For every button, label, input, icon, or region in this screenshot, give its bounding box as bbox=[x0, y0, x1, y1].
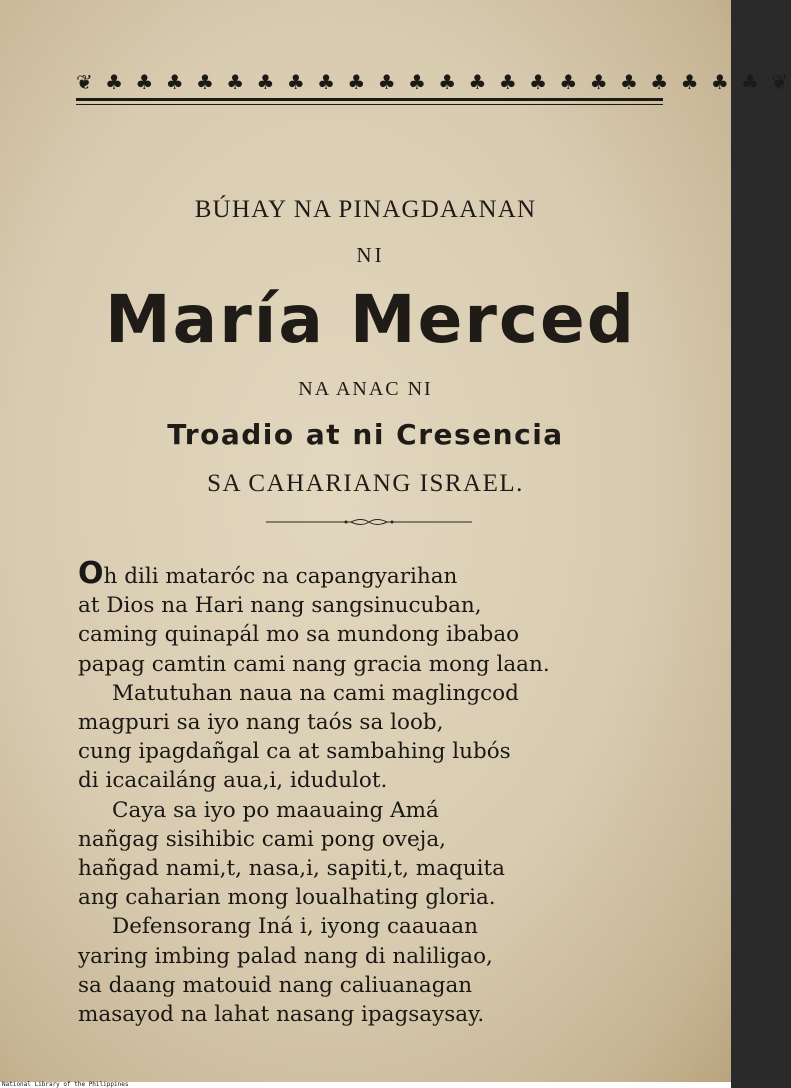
title-line-4: NA ANAC NI bbox=[298, 378, 433, 400]
verse-line: at Dios na Hari nang sangsinucuban, bbox=[78, 593, 482, 619]
ornamental-border bbox=[76, 68, 791, 96]
ornament-rule-thick bbox=[76, 98, 663, 101]
ornament-glyphs: ❦ ♣ ♣ ♣ ♣ ♣ ♣ ♣ ♣ ♣ ♣ ♣ ♣ ♣ ♣ ♣ ♣ ♣ ♣ ♣ ♣ ♣ ♣ ❦ bbox=[76, 70, 791, 94]
verse-line: di icacailáng aua,i, idudulot. bbox=[78, 768, 388, 794]
verse-line: yaring imbing palad nang di naliligao, bbox=[78, 943, 493, 969]
title-parents: Troadio at ni Cresencia bbox=[167, 418, 564, 451]
verse-line-1-text: h dili mataróc na capangyarihan bbox=[103, 564, 458, 589]
verse-block bbox=[78, 556, 678, 1029]
verse-line: caming quinapál mo sa mundong ibabao bbox=[78, 622, 520, 648]
ornament-rule-thin bbox=[76, 104, 663, 105]
verse-line: ang caharian mong loualhating gloria. bbox=[78, 885, 496, 911]
library-credit: National Library of the Philippines bbox=[2, 1081, 129, 1088]
verse-line: Defensorang Iná i, iyong caauaan bbox=[112, 914, 478, 940]
title-line-6: SA CAHARIANG ISRAEL. bbox=[207, 470, 524, 497]
verse-line: papag camtin cami nang gracia mong laan. bbox=[78, 651, 550, 677]
title-line-2: NI bbox=[356, 243, 385, 267]
verse-line: hañgad nami,t, nasa,i, sapiti,t, maquita bbox=[78, 856, 505, 882]
title-name: María Merced bbox=[104, 281, 637, 358]
verse-line: Matutuhan naua na cami maglingcod bbox=[112, 680, 519, 706]
verse-line: sa daang matouid nang caliuanagan bbox=[78, 972, 473, 998]
verse-line: Caya sa iyo po maauaing Amá bbox=[112, 797, 439, 823]
verse-line-1 bbox=[78, 556, 678, 591]
verse-line: magpuri sa iyo nang taós sa loob, bbox=[78, 710, 444, 736]
drop-cap: O bbox=[78, 556, 104, 591]
title-line-1: BÚHAY NA PINAGDAANAN bbox=[194, 196, 537, 223]
verse-line: nañgag sisihibic cami pong oveja, bbox=[78, 826, 446, 852]
verse-line: cung ipagdañgal ca at sambahing lubós bbox=[78, 739, 511, 765]
verse-line: masayod na lahat nasang ipagsaysay. bbox=[78, 1002, 485, 1028]
decorative-divider bbox=[266, 516, 472, 528]
